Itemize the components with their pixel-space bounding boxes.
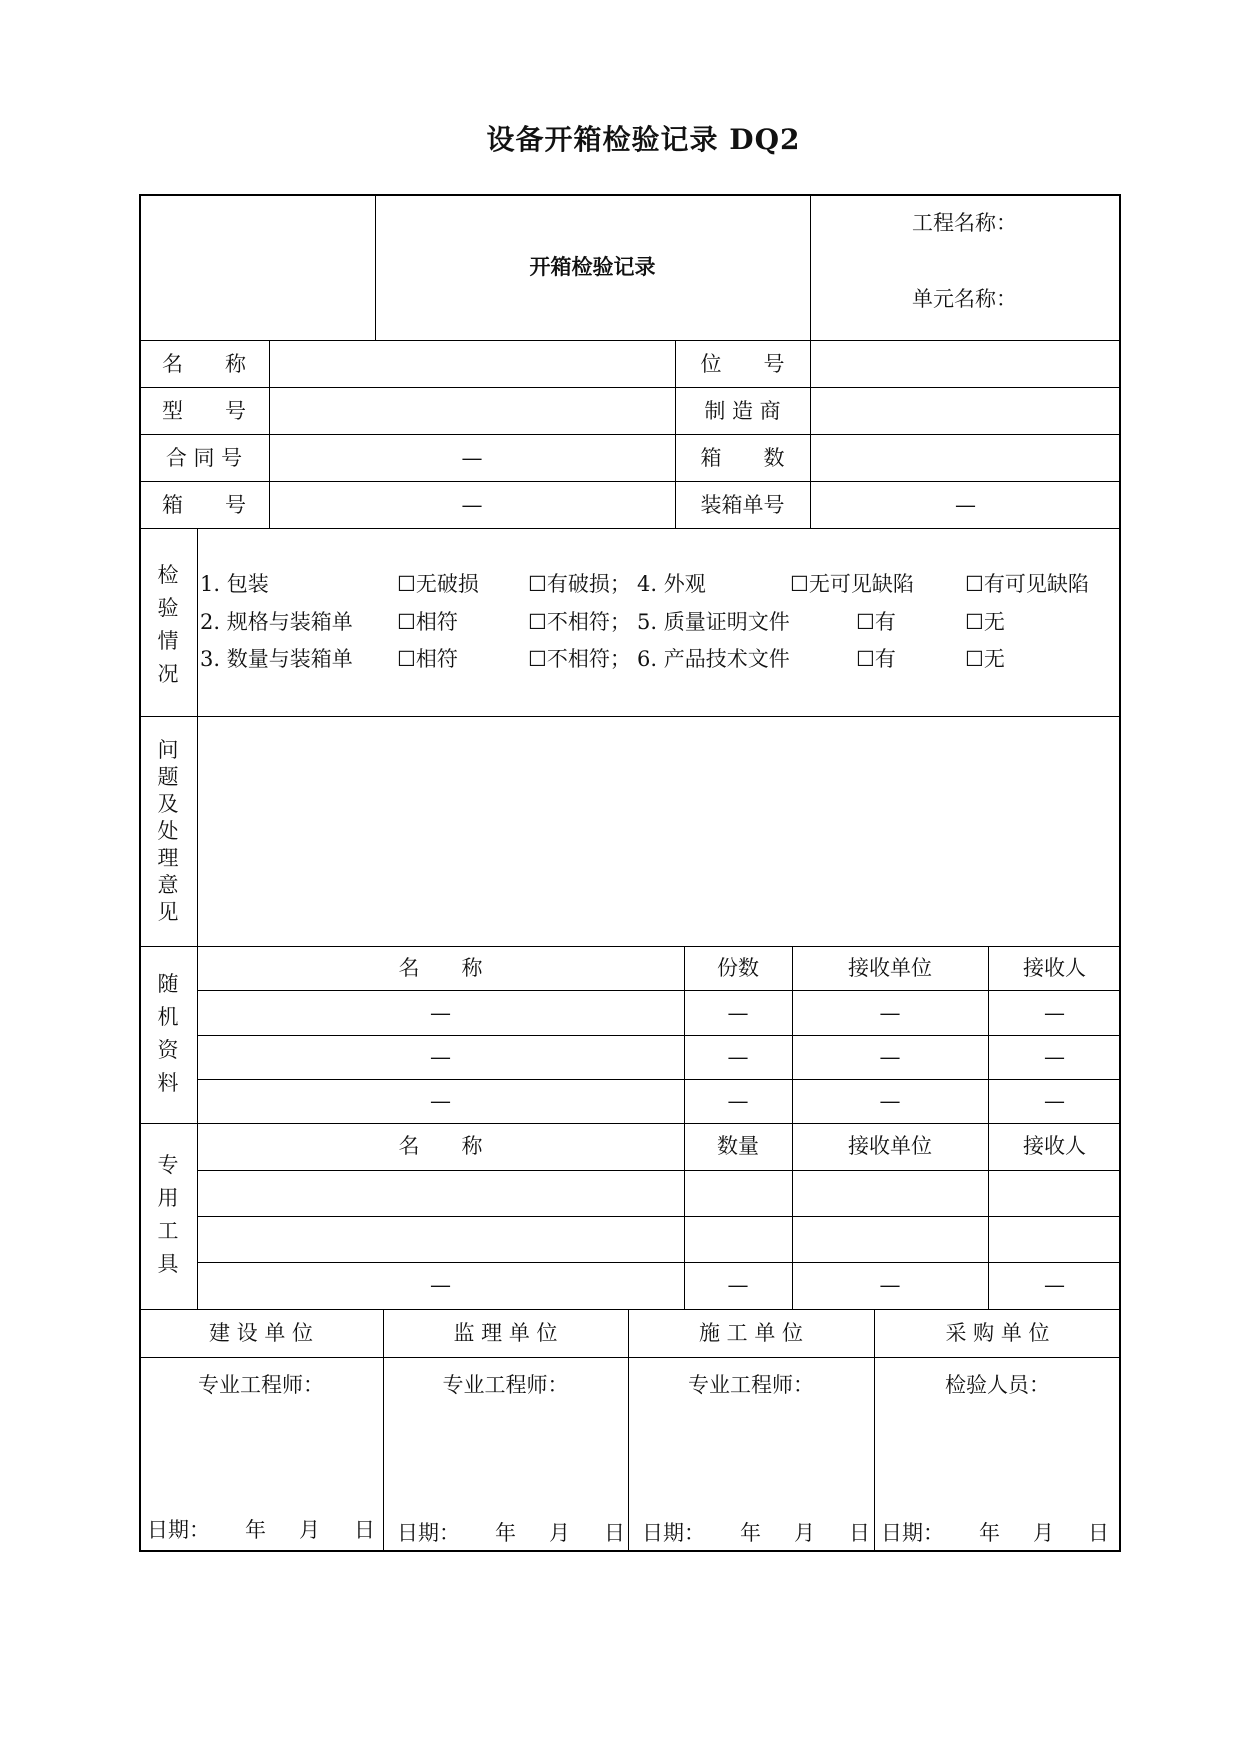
row-divider <box>139 481 1121 482</box>
box-no-value: — <box>461 493 483 517</box>
date-label: 日期： <box>642 1521 705 1545</box>
table-cell: — <box>1044 1001 1065 1025</box>
table-cell: — <box>879 1001 901 1025</box>
row-divider <box>197 1262 1121 1263</box>
inspection-checkbox[interactable]: ☐有可见缺陷 <box>965 572 1089 596</box>
date-year: 年 <box>495 1521 516 1545</box>
inspection-item: 4. 外观 <box>637 572 706 596</box>
col-divider <box>197 528 198 1309</box>
row-divider <box>139 387 1121 388</box>
table-cell: — <box>727 1001 749 1025</box>
inspection-item: 1. 包装 <box>200 572 269 596</box>
inspection-checkbox[interactable]: ☐有破损； <box>528 572 631 596</box>
date-month: 月 <box>1033 1521 1054 1545</box>
documents-header-receiver-unit: 接收单位 <box>848 956 932 980</box>
model-label: 型 号 <box>162 399 246 423</box>
inspection-item: 2. 规格与装箱单 <box>200 610 353 634</box>
row-divider <box>139 946 1121 947</box>
packing-list-value: — <box>955 493 976 517</box>
table-cell: — <box>727 1089 749 1113</box>
inspection-checkbox[interactable]: ☐无破损 <box>397 572 479 596</box>
unit-name-label: 单元名称： <box>912 287 1017 311</box>
document-title: 设备开箱检验记录 DQ2 <box>486 123 801 156</box>
inspection-checkbox[interactable]: ☐相符 <box>397 647 458 671</box>
date-year: 年 <box>245 1518 266 1542</box>
inspection-checkbox[interactable]: ☐无可见缺陷 <box>790 572 914 596</box>
inspection-item: 3. 数量与装箱单 <box>200 647 353 671</box>
table-cell: — <box>727 1273 749 1297</box>
inspection-item: 6. 产品技术文件 <box>637 647 790 671</box>
row-divider <box>197 1079 1121 1080</box>
table-cell: — <box>879 1273 901 1297</box>
documents-header-receiver: 接收人 <box>1023 956 1086 980</box>
table-cell: — <box>1044 1089 1065 1113</box>
documents-header-copies: 份数 <box>717 956 759 980</box>
signer-role: 专业工程师： <box>442 1373 569 1397</box>
row-divider <box>139 716 1121 717</box>
tools-section-label: 专 用 工 具 <box>157 1153 179 1276</box>
signer-role: 检验人员： <box>945 1373 1050 1397</box>
inspection-item: 5. 质量证明文件 <box>637 610 790 634</box>
maker-label: 制 造 商 <box>704 399 781 423</box>
row-divider <box>139 1123 1121 1124</box>
contract-label: 合 同 号 <box>165 446 243 470</box>
date-day: 日 <box>849 1521 870 1545</box>
inspection-checkbox[interactable]: ☐无 <box>965 610 1005 634</box>
table-cell: — <box>879 1089 901 1113</box>
tools-header-receiver-unit: 接收单位 <box>848 1134 932 1158</box>
date-label: 日期： <box>881 1521 944 1545</box>
date-label: 日期： <box>147 1518 210 1542</box>
date-month: 月 <box>549 1521 570 1545</box>
construction-unit-heading: 建 设 单 位 <box>208 1321 314 1345</box>
tools-header-quantity: 数量 <box>717 1134 759 1158</box>
row-divider <box>139 1309 1121 1310</box>
inspection-checkbox[interactable]: ☐无 <box>965 647 1005 671</box>
date-day: 日 <box>604 1521 625 1545</box>
position-label: 位 号 <box>700 352 785 376</box>
col-divider <box>810 194 811 340</box>
procurement-unit-heading: 采 购 单 位 <box>945 1321 1050 1345</box>
inspection-checkbox[interactable]: ☐不相符； <box>528 647 631 671</box>
supervision-unit-heading: 监 理 单 位 <box>453 1321 558 1345</box>
col-divider <box>628 1309 629 1552</box>
signer-role: 专业工程师： <box>198 1373 324 1397</box>
table-cell: — <box>879 1045 901 1069</box>
table-cell: — <box>430 1001 451 1025</box>
inspection-checkbox[interactable]: ☐不相符； <box>528 610 631 634</box>
date-day: 日 <box>1088 1521 1109 1545</box>
header-center-title: 开箱检验记录 <box>529 254 656 279</box>
box-no-label: 箱 号 <box>162 493 246 517</box>
col-divider <box>874 1309 875 1552</box>
row-divider <box>197 1170 1121 1171</box>
row-divider <box>197 1216 1121 1217</box>
date-label: 日期： <box>397 1521 460 1545</box>
col-divider <box>383 1309 384 1552</box>
problems-text-area[interactable] <box>199 718 1119 944</box>
project-name-label: 工程名称： <box>912 211 1017 235</box>
row-divider <box>197 990 1121 991</box>
row-divider <box>139 434 1121 435</box>
inspection-checkbox[interactable]: ☐有 <box>856 610 896 634</box>
table-cell: — <box>1044 1045 1065 1069</box>
date-month: 月 <box>794 1521 815 1545</box>
row-divider <box>139 340 1121 341</box>
date-year: 年 <box>740 1521 761 1545</box>
problems-section-label: 问 题 及 处 理 意 见 <box>157 738 179 924</box>
date-year: 年 <box>979 1521 1000 1545</box>
table-cell: — <box>1044 1273 1065 1297</box>
row-divider <box>139 1357 1121 1358</box>
tools-header-receiver: 接收人 <box>1023 1134 1086 1158</box>
contractor-unit-heading: 施 工 单 位 <box>698 1321 804 1345</box>
table-cell: — <box>430 1045 451 1069</box>
inspection-section-label: 检 验 情 况 <box>157 563 179 686</box>
table-cell: — <box>430 1089 451 1113</box>
row-divider <box>197 1035 1121 1036</box>
name-label: 名 称 <box>162 352 246 376</box>
signer-role: 专业工程师： <box>688 1373 814 1397</box>
documents-section-label: 随 机 资 料 <box>157 972 179 1095</box>
date-month: 月 <box>299 1518 320 1542</box>
contract-value: — <box>461 446 483 470</box>
tools-header-name: 名 称 <box>398 1134 483 1158</box>
box-count-label: 箱 数 <box>700 446 785 470</box>
table-cell: — <box>727 1045 749 1069</box>
date-day: 日 <box>354 1518 375 1542</box>
table-cell: — <box>430 1273 451 1297</box>
inspection-checkbox[interactable]: ☐有 <box>856 647 896 671</box>
documents-header-name: 名 称 <box>398 956 483 980</box>
packing-list-label: 装箱单号 <box>700 493 785 517</box>
row-divider <box>139 528 1121 529</box>
inspection-checkbox[interactable]: ☐相符 <box>397 610 458 634</box>
